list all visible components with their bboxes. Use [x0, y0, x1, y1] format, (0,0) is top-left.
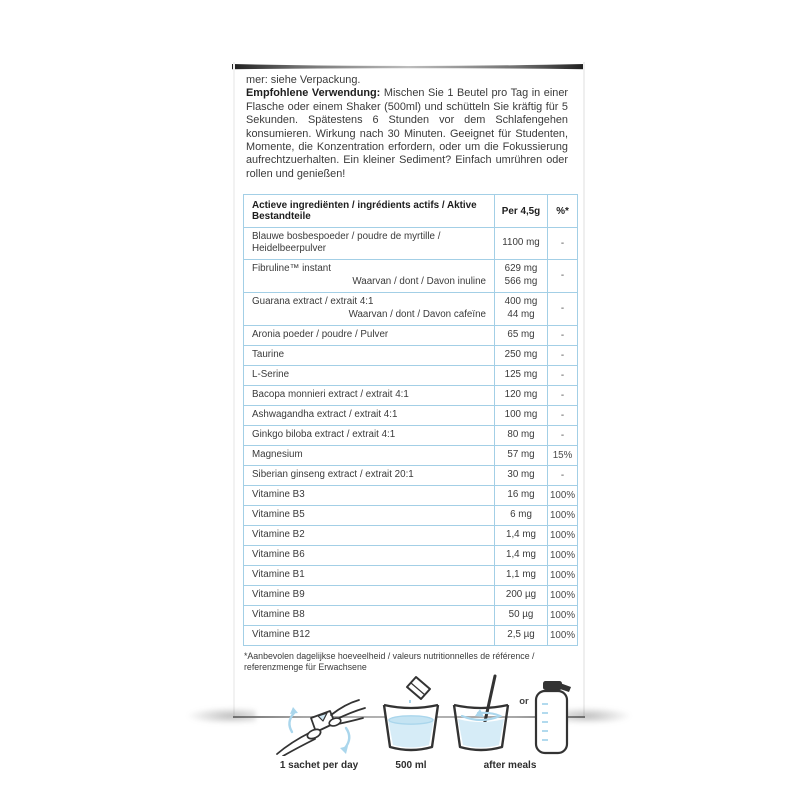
ingredient-dv-cell: 100% — [548, 545, 578, 565]
table-row — [244, 465, 578, 485]
header-per-serving: Per 4,5g — [495, 195, 548, 228]
intro-text: mer: siehe Verpackung. — [246, 74, 361, 86]
usage-title: Empfohlene Verwendung: — [246, 87, 381, 100]
ingredient-amount-cell: 65 mg — [495, 325, 548, 345]
ingredient-dv-cell: - — [548, 345, 578, 365]
ingredient-name-cell: Vitamine B1 — [244, 565, 495, 585]
ingredient-name-cell: Vitamine B5 — [244, 505, 495, 525]
table-row — [244, 425, 578, 445]
icon-group-after-meals — [452, 674, 568, 771]
ingredient-amount-cell: 30 mg — [495, 465, 548, 485]
ingredient-name-cell: Vitamine B2 — [244, 525, 495, 545]
ingredient-amount-cell: 57 mg — [495, 445, 548, 465]
ingredient-dv-cell: 100% — [548, 585, 578, 605]
tear-sachet-icon — [267, 692, 371, 756]
ingredient-amount-cell: 1,4 mg — [495, 545, 548, 565]
ingredient-amount-cell: 100 mg — [495, 405, 548, 425]
intro-line — [246, 74, 568, 87]
or-label: or — [519, 696, 529, 708]
table-row — [244, 605, 578, 625]
ingredient-amount-cell: 629 mg 566 mg — [495, 259, 548, 292]
ingredient-name-cell: Ashwagandha extract / extrait 4:1 — [244, 405, 495, 425]
ingredient-dv-cell: 15% — [548, 445, 578, 465]
ingredient-amount-cell: 120 mg — [495, 385, 548, 405]
ingredient-dv-cell: - — [548, 228, 578, 259]
table-row — [244, 625, 578, 645]
ingredient-dv-cell: 100% — [548, 525, 578, 545]
table-row — [244, 405, 578, 425]
ingredient-name-cell: Vitamine B3 — [244, 485, 495, 505]
table-header-row — [244, 195, 578, 228]
usage-paragraph — [246, 87, 568, 181]
table-row — [244, 292, 578, 325]
box-bottom-shadow-right — [562, 707, 632, 723]
table-row — [244, 228, 578, 259]
icon-group-sachet — [260, 692, 378, 771]
ingredient-amount-cell: 1,1 mg — [495, 565, 548, 585]
ingredients-tbody — [244, 228, 578, 645]
table-row — [244, 445, 578, 465]
ingredient-amount-cell: 400 mg 44 mg — [495, 292, 548, 325]
ingredient-dv-cell: 100% — [548, 505, 578, 525]
ingredient-dv-cell: 100% — [548, 565, 578, 585]
ingredient-dv-cell: - — [548, 385, 578, 405]
ingredient-dv-cell: - — [548, 259, 578, 292]
ingredient-amount-cell: 1100 mg — [495, 228, 548, 259]
ingredient-amount-cell: 1,4 mg — [495, 525, 548, 545]
ingredient-name-cell: Aronia poeder / poudre / Pulver — [244, 325, 495, 345]
ingredient-amount-cell: 16 mg — [495, 485, 548, 505]
glass-volume-label: 500 ml — [395, 759, 427, 771]
ingredient-amount-cell: 50 µg — [495, 605, 548, 625]
stir-glass-icon — [448, 674, 514, 756]
table-row — [244, 345, 578, 365]
usage-icons-row — [246, 681, 568, 771]
ingredient-dv-cell: - — [548, 425, 578, 445]
ingredient-amount-cell: 250 mg — [495, 345, 548, 365]
ingredient-name-cell: Siberian ginseng extract / extrait 20:1 — [244, 465, 495, 485]
ingredient-name-cell: Vitamine B12 — [244, 625, 495, 645]
box-top-edge — [232, 57, 585, 63]
ingredient-name-cell: Ginkgo biloba extract / extrait 4:1 — [244, 425, 495, 445]
table-row — [244, 585, 578, 605]
table-footnote: *Aanbevolen dagelijkse hoeveelheid / valeurs nutritionnelles de référence / referenzmenge für Erwachsene — [244, 650, 535, 673]
table-row — [244, 485, 578, 505]
ingredient-name-cell: Vitamine B6 — [244, 545, 495, 565]
ingredient-name-cell: Vitamine B9 — [244, 585, 495, 605]
ingredient-dv-cell: - — [548, 365, 578, 385]
ingredient-name-cell: Vitamine B8 — [244, 605, 495, 625]
usage-text: Mischen Sie 1 Beutel pro Tag in einer Flasche oder einem Shaker (500ml) und schütteln Sie kräftig für 5 Sekunden. Spätestens 6 Stunden vor dem Schlafengehen konsumieren. Wirkung nach 30 Minuten. Geeignet für Studenten, Momente, die Konzentration erfordern, oder um die Fokussierung aufrechtzuerhalten. Ein kleiner Sediment? Einfach umrühren oder rollen und genießen! — [246, 87, 568, 180]
table-row — [244, 525, 578, 545]
table-row — [244, 325, 578, 345]
ingredient-name-cell: Fibruline™ instant Waarvan / dont / Davon inuline — [244, 259, 495, 292]
ingredient-dv-cell: - — [548, 405, 578, 425]
ingredient-dv-cell: - — [548, 325, 578, 345]
ingredient-name-cell: Bacopa monnieri extract / extrait 4:1 — [244, 385, 495, 405]
ingredients-table — [243, 194, 578, 645]
ingredient-dv-cell: 100% — [548, 605, 578, 625]
box-left-edge — [233, 62, 235, 717]
after-meals-label: after meals — [483, 759, 537, 771]
label-content — [244, 74, 576, 771]
table-row — [244, 545, 578, 565]
ingredient-name-cell: Magnesium — [244, 445, 495, 465]
ingredient-name-cell: L-Serine — [244, 365, 495, 385]
ingredient-name-cell: Taurine — [244, 345, 495, 365]
table-row — [244, 385, 578, 405]
table-row — [244, 565, 578, 585]
ingredient-amount-cell: 125 mg — [495, 365, 548, 385]
bottle-icon — [534, 678, 572, 756]
header-daily-value: %* — [548, 195, 578, 228]
ingredient-name-cell: Blauwe bosbespoeder / poudre de myrtille / Heidelbeerpulver — [244, 228, 495, 259]
ingredient-name-cell: Guarana extract / extrait 4:1 Waarvan / dont / Davon cafeïne — [244, 292, 495, 325]
ingredient-dv-cell: 100% — [548, 485, 578, 505]
table-row — [244, 259, 578, 292]
sachet-step-label: 1 sachet per day — [279, 759, 359, 771]
table-row — [244, 365, 578, 385]
icon-group-glass-500ml — [378, 674, 444, 771]
pour-glass-icon — [378, 674, 444, 756]
ingredient-amount-cell: 6 mg — [495, 505, 548, 525]
ingredient-amount-cell: 2,5 µg — [495, 625, 548, 645]
ingredient-amount-cell: 200 µg — [495, 585, 548, 605]
ingredient-dv-cell: 100% — [548, 625, 578, 645]
header-ingredients: Actieve ingrediënten / ingrédients actifs / Aktive Bestandteile — [244, 195, 495, 228]
box-right-edge — [583, 62, 585, 717]
table-row — [244, 505, 578, 525]
ingredient-dv-cell: - — [548, 465, 578, 485]
ingredient-amount-cell: 80 mg — [495, 425, 548, 445]
ingredient-dv-cell: - — [548, 292, 578, 325]
